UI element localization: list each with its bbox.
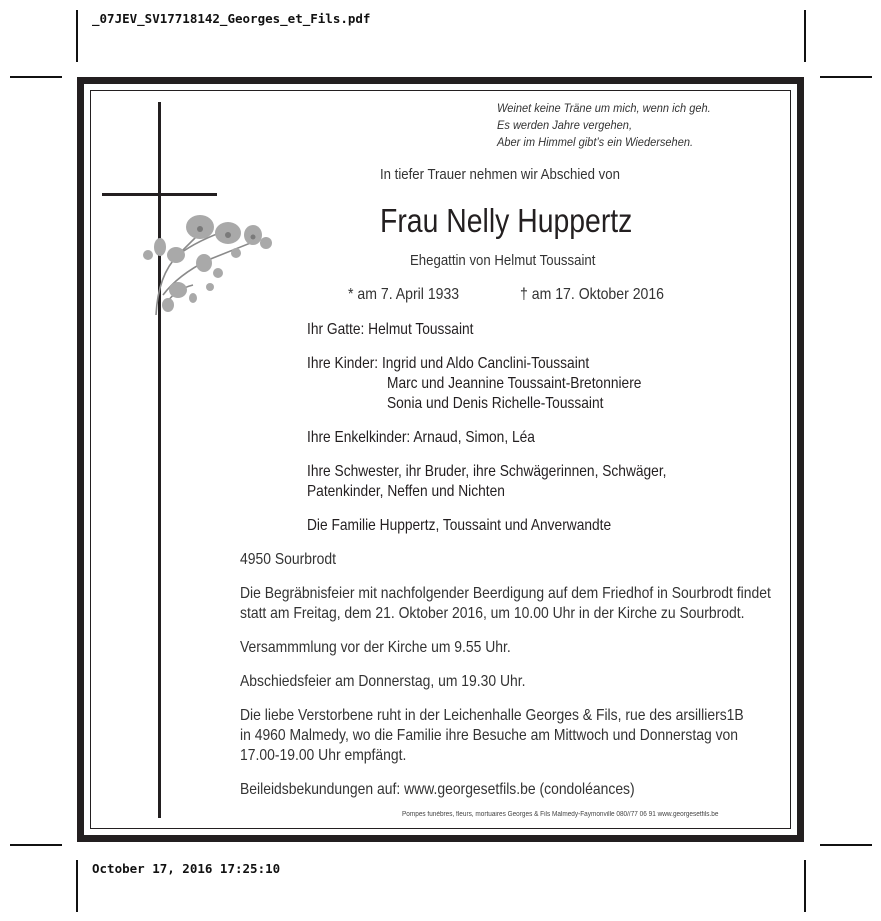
resting-line: in 4960 Malmedy, wo die Familie ihre Besuche am Mittwoch und Donnerstag von [240, 727, 739, 744]
print-timestamp: October 17, 2016 17:25:10 [92, 861, 281, 876]
family-children [307, 354, 641, 414]
poem-line: Aber im Himmel gibt’s ein Wiedersehen. [497, 135, 694, 149]
poem-line: Es werden Jahre vergehen, [497, 118, 633, 132]
gathering-text: Versammmlung vor der Kirche um 9.55 Uhr. [240, 639, 511, 656]
poem [497, 100, 711, 151]
crop-mark-bottom-right-vertical [804, 860, 806, 912]
address-text: 4950 Sourbrodt [240, 551, 336, 568]
funeral-home-footer: Pompes funèbres, fleurs, mortuaires Georges & Fils Malmedy-Faymonville 080//77 06 91 www.georgesetfils.be [402, 811, 719, 818]
resting-line: Die liebe Verstorbene ruht in der Leichenhalle Georges & Fils, rue des arsilliers1B [240, 707, 744, 724]
family-siblings [307, 462, 666, 502]
crop-mark-top-right-vertical [804, 10, 806, 62]
crop-mark-top-right-horizontal [820, 76, 872, 78]
crop-mark-bottom-left-vertical [76, 860, 78, 912]
condolences-info [240, 780, 780, 800]
poem-line: Weinet keine Träne um mich, wenn ich geh. [497, 101, 711, 115]
family-relatives: Die Familie Huppertz, Toussaint und Anverwandte [307, 517, 612, 534]
siblings-line: Ihre Schwester, ihr Bruder, ihre Schwägerinnen, Schwäger, [307, 463, 667, 480]
crop-mark-top-left-horizontal [10, 76, 62, 78]
siblings-line: Patenkinder, Neffen und Nichten [307, 483, 505, 500]
gathering-info [240, 638, 780, 658]
funeral-info [240, 584, 780, 624]
farewell-info [240, 672, 780, 692]
family-grandchildren: Ihre Enkelkinder: Arnaud, Simon, Léa [307, 429, 535, 446]
birth-date: * am 7. April 1933 [348, 286, 460, 303]
family-spouse: Ihr Gatte: Helmut Toussaint [307, 321, 474, 338]
children-label: Ihre Kinder: [307, 355, 382, 372]
crop-mark-bottom-left-horizontal [10, 844, 62, 846]
resting-info [240, 706, 780, 766]
intro-text: In tiefer Trauer nehmen wir Abschied von [380, 166, 620, 183]
child-entry: Ingrid und Aldo Canclini-Toussaint [381, 355, 590, 372]
child-entry: Sonia und Denis Richelle-Toussaint [386, 395, 604, 412]
orchid-flower-icon [138, 205, 278, 315]
funeral-line: Die Begräbnisfeier mit nachfolgender Beerdigung auf dem Friedhof in Sourbrodt findet [240, 585, 771, 602]
condolences-text: Beileidsbekundungen auf: www.georgesetfils.be (condoléances) [240, 781, 635, 798]
crop-mark-bottom-right-horizontal [820, 844, 872, 846]
deceased-name: Frau Nelly Huppertz [380, 202, 633, 239]
farewell-text: Abschiedsfeier am Donnerstag, um 19.30 Uhr. [240, 673, 526, 690]
address [240, 550, 780, 570]
crop-mark-top-left-vertical [76, 10, 78, 62]
death-date: † am 17. Oktober 2016 [520, 286, 665, 303]
cross-icon-horizontal [102, 193, 217, 196]
funeral-line: statt am Freitag, dem 21. Oktober 2016, um 10.00 Uhr in der Kirche zu Sourbrodt. [240, 605, 745, 622]
child-entry: Marc und Jeannine Toussaint-Bretonniere [386, 375, 642, 392]
print-filename: _07JEV_SV17718142_Georges_et_Fils.pdf [92, 11, 371, 26]
spouse-line: Ehegattin von Helmut Toussaint [410, 252, 596, 269]
resting-line: 17.00-19.00 Uhr empfängt. [240, 747, 407, 764]
